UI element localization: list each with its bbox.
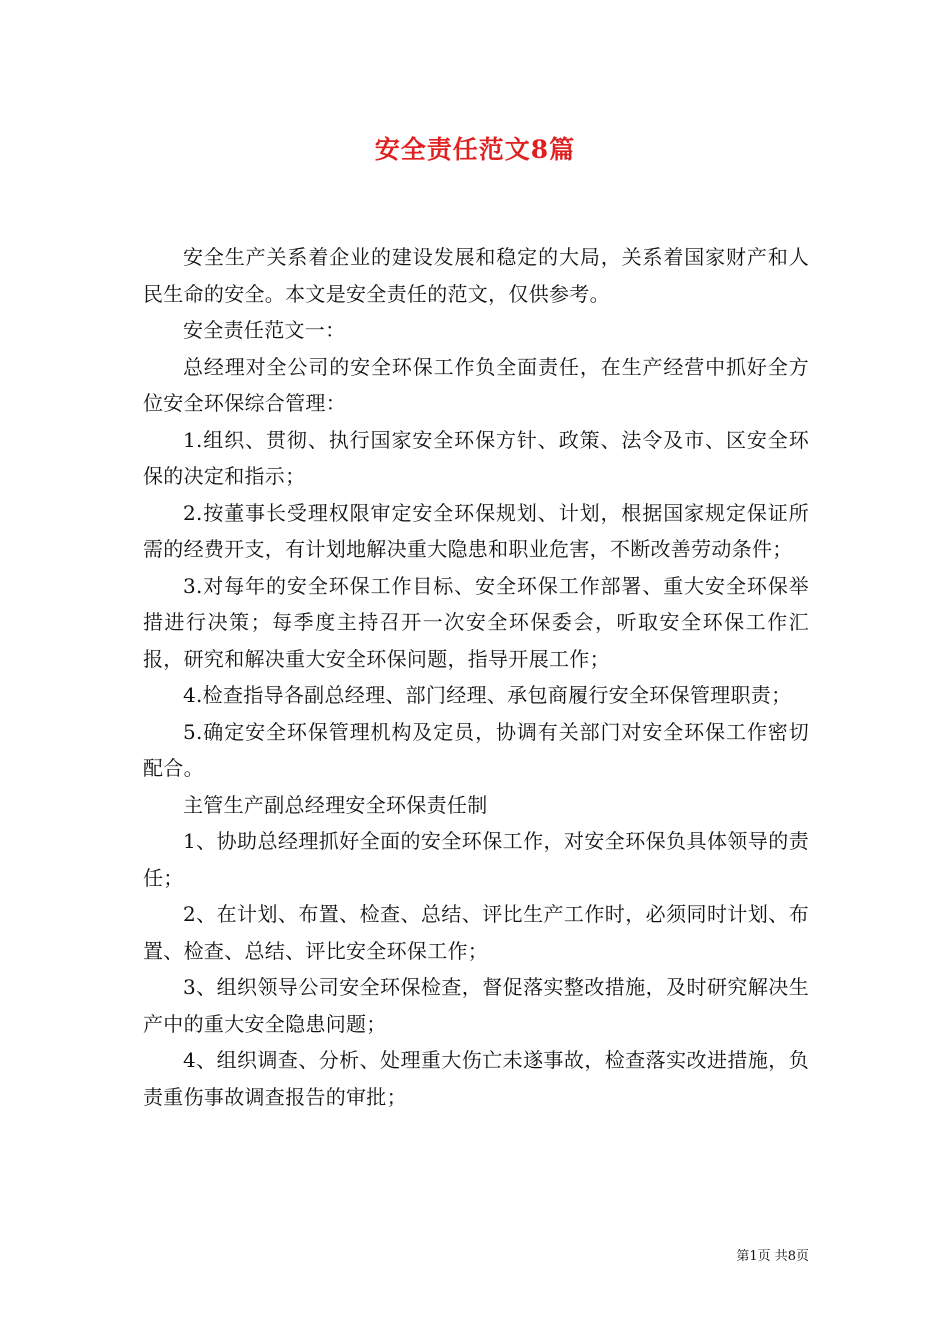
list-item: 5.确定安全环保管理机构及定员，协调有关部门对安全环保工作密切配合。 [143, 719, 809, 780]
document-body [143, 239, 809, 1115]
list-item: 2、在计划、布置、检查、总结、评比生产工作时，必须同时计划、布置、检查、总结、评比安全环保工作； [143, 902, 809, 963]
document-title: 安全责任范文8篇 [374, 135, 576, 164]
list-item: 1.组织、贯彻、执行国家安全环保方针、政策、法令及市、区安全环保的决定和指示； [143, 427, 809, 488]
list-item: 4.检查指导各副总经理、部门经理、承包商履行安全环保管理职责； [183, 683, 792, 707]
list-item: 1、协助总经理抓好全面的安全环保工作，对安全环保负具体领导的责任； [143, 829, 809, 890]
paragraph-intro: 安全生产关系着企业的建设发展和稳定的大局，关系着国家财产和人民生命的安全。本文是安全责任的范文，仅供参考。 [143, 245, 809, 306]
list-item: 3、组织领导公司安全环保检查，督促落实整改措施，及时研究解决生产中的重大安全隐患问题； [143, 975, 809, 1036]
list-item: 3.对每年的安全环保工作目标、安全环保工作部署、重大安全环保举措进行决策；每季度主持召开一次安全环保委会，听取安全环保工作汇报，研究和解决重大安全环保问题，指导开展工作； [143, 573, 809, 671]
paragraph-gm-responsibility: 总经理对全公司的安全环保工作负全面责任，在生产经营中抓好全方位安全环保综合管理： [143, 354, 809, 415]
list-item: 4、组织调查、分析、处理重大伤亡未遂事故，检查落实改进措施，负责重伤事故调查报告的审批； [143, 1048, 809, 1109]
page-number: 第1页 共8页 [736, 1249, 809, 1264]
list-item: 2.按董事长受理权限审定安全环保规划、计划，根据国家规定保证所需的经费开支，有计划地解决重大隐患和职业危害，不断改善劳动条件； [143, 500, 809, 561]
paragraph-subheading: 主管生产副总经理安全环保责任制 [183, 792, 488, 817]
paragraph-section-heading: 安全责任范文一： [183, 318, 346, 342]
